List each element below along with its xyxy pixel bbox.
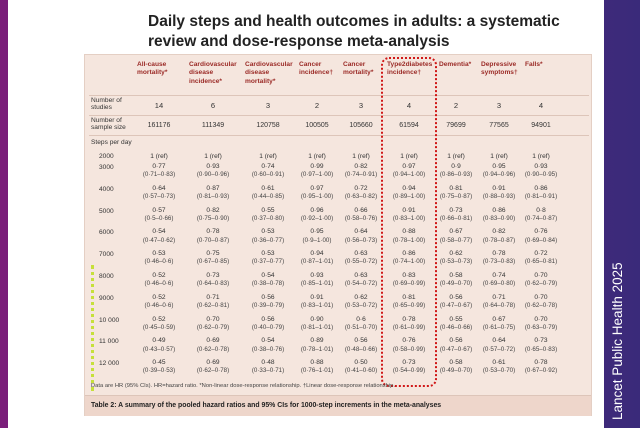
sample-value: 94901 bbox=[531, 122, 551, 129]
slide-canvas bbox=[8, 0, 604, 428]
hr-value: 0·97 bbox=[402, 163, 416, 170]
hr-value: 0·70 bbox=[534, 315, 548, 323]
ci-value: (0·90–0·96) bbox=[196, 171, 230, 179]
sample-value: 120758 bbox=[256, 122, 280, 129]
ci-value: (0·63–0·79) bbox=[524, 323, 558, 331]
ci-value: (0·37–0·77) bbox=[251, 258, 285, 266]
column-header: Falls* bbox=[525, 61, 543, 68]
ci-value: (0·97–1·00) bbox=[300, 171, 334, 179]
ci-value: (0·55–0·72) bbox=[344, 258, 378, 266]
studies-value: 2 bbox=[314, 101, 320, 110]
hr-value: 0·90 bbox=[310, 315, 324, 323]
studies-value: 4 bbox=[406, 101, 412, 110]
hr-value: 0·61 bbox=[492, 359, 506, 367]
hr-value: 0·70 bbox=[534, 293, 548, 301]
ci-value: (0·83–1·00) bbox=[392, 214, 426, 222]
hr-value: 0·74 bbox=[492, 272, 506, 279]
hr-value: 1 (ref) bbox=[352, 153, 370, 160]
hr-value: 0·76 bbox=[534, 228, 548, 236]
ci-value: (0·89–1·00) bbox=[392, 193, 426, 200]
column-header: Cancer mortality* bbox=[343, 61, 374, 77]
row-label: Number of sample size bbox=[91, 117, 126, 131]
hr-value: 0·53 bbox=[152, 250, 166, 258]
caption-bar bbox=[85, 395, 591, 416]
steps-label: 8000 bbox=[99, 273, 114, 280]
ci-value: (0·94–0·96) bbox=[482, 171, 516, 179]
ci-value: (0·36–0·77) bbox=[251, 236, 285, 244]
ci-value: (0·9–1·00) bbox=[302, 236, 332, 244]
hr-value: 0·63 bbox=[354, 272, 368, 279]
ci-value: (0·53–0·72) bbox=[344, 302, 378, 309]
hr-value: 0·86 bbox=[402, 250, 416, 258]
sample-value: 105660 bbox=[349, 122, 373, 129]
hr-value: 1 (ref) bbox=[490, 153, 508, 160]
hr-value: 0·62 bbox=[354, 293, 368, 301]
highlight-marker bbox=[91, 265, 95, 391]
ci-value: (0·83–1·01) bbox=[300, 302, 334, 309]
ci-value: (0·94–1·00) bbox=[392, 171, 426, 179]
hr-value: 0·94 bbox=[310, 250, 324, 258]
ci-value: (0·54–0·99) bbox=[392, 367, 426, 375]
hr-value: 0·96 bbox=[310, 206, 324, 214]
ci-value: (0·81–0·93) bbox=[196, 193, 230, 200]
hr-value: 0·8 bbox=[536, 206, 546, 214]
hr-value: 0·91 bbox=[310, 293, 324, 301]
hr-value: 1 (ref) bbox=[204, 153, 222, 160]
ci-value: (0·44–0·85) bbox=[251, 193, 285, 200]
results-table bbox=[84, 54, 592, 416]
hr-value: 0·57 bbox=[152, 206, 166, 214]
hr-value: 0·52 bbox=[152, 272, 166, 279]
hr-value: 0·61 bbox=[261, 184, 275, 192]
ci-value: (0·74–0·87) bbox=[524, 214, 558, 222]
ci-value: (0·38–0·76) bbox=[251, 345, 285, 353]
ci-value: (0·62–0·78) bbox=[196, 367, 230, 375]
hr-value: 0·86 bbox=[534, 184, 548, 192]
hr-value: 0·82 bbox=[354, 163, 368, 170]
hr-value: 0·78 bbox=[534, 359, 548, 367]
ci-value: (0·74–1·00) bbox=[392, 258, 426, 266]
ci-value: (0·66–0·81) bbox=[439, 214, 473, 222]
row-divider bbox=[89, 115, 589, 116]
studies-value: 3 bbox=[265, 101, 271, 110]
hr-value: 0·71 bbox=[492, 293, 506, 301]
ci-value: (0·86–0·93) bbox=[439, 171, 473, 179]
hr-value: 0·58 bbox=[449, 359, 463, 367]
ci-value: (0·64–0·78) bbox=[482, 302, 516, 309]
column-header: Type2diabetes incidence† bbox=[387, 61, 433, 77]
ci-value: (0·85–1·01) bbox=[300, 280, 334, 288]
ci-value: (0·73–0·83) bbox=[482, 258, 516, 266]
ci-value: (0·49–0·70) bbox=[439, 280, 473, 288]
studies-value: 6 bbox=[210, 101, 216, 110]
ci-value: (0·62–0·81) bbox=[196, 302, 230, 309]
ci-value: (0·33–0·71) bbox=[251, 367, 285, 375]
ci-value: (0·63–0·82) bbox=[344, 193, 378, 200]
hr-value: 0·99 bbox=[310, 163, 324, 170]
hr-value: 0·63 bbox=[354, 250, 368, 258]
hr-value: 0·81 bbox=[402, 293, 416, 301]
ci-value: (0·87–1·01) bbox=[300, 258, 334, 266]
hr-value: 0·72 bbox=[534, 250, 548, 258]
ci-value: (0·47–0·62) bbox=[142, 236, 176, 244]
hr-value: 0·62 bbox=[449, 250, 463, 258]
hr-value: 0·73 bbox=[206, 272, 220, 279]
hr-value: 0·53 bbox=[261, 250, 275, 258]
hr-value: 1 (ref) bbox=[259, 153, 277, 160]
steps-label: 11 000 bbox=[99, 338, 119, 346]
hr-value: 0·52 bbox=[152, 315, 166, 323]
hr-value: 0·88 bbox=[402, 228, 416, 236]
steps-label: 4000 bbox=[99, 185, 114, 193]
hr-value: 0·75 bbox=[206, 250, 220, 258]
ci-value: (0·81–1·01) bbox=[300, 323, 334, 331]
hr-value: 0·55 bbox=[261, 206, 275, 214]
ci-value: (0·62–0·79) bbox=[196, 323, 230, 331]
hr-value: 1 (ref) bbox=[400, 153, 418, 160]
hr-value: 0·93 bbox=[534, 163, 548, 170]
hr-value: 0·82 bbox=[206, 206, 220, 214]
ci-value: (0·57–0·73) bbox=[142, 193, 176, 200]
row-label: Number of studies bbox=[91, 97, 122, 111]
hr-value: 0·86 bbox=[492, 206, 506, 214]
column-header: Depressive symptoms† bbox=[481, 61, 518, 77]
ci-value: (0·65–0·83) bbox=[524, 345, 558, 353]
hr-value: 0·82 bbox=[492, 228, 506, 236]
sample-value: 61594 bbox=[399, 122, 419, 129]
ci-value: (0·75–0·90) bbox=[196, 214, 230, 222]
ci-value: (0·60–0·91) bbox=[251, 171, 285, 179]
ci-value: (0·67–0·92) bbox=[524, 367, 558, 375]
ci-value: (0·78–0·87) bbox=[482, 236, 516, 244]
hr-value: 0·89 bbox=[310, 337, 324, 345]
steps-label: 12 000 bbox=[99, 360, 120, 368]
hr-value: 0·69 bbox=[206, 359, 220, 367]
ci-value: (0·74–0·91) bbox=[344, 171, 378, 179]
row-divider bbox=[89, 135, 589, 136]
hr-value: 0·64 bbox=[152, 184, 166, 192]
hr-value: 0·93 bbox=[206, 163, 220, 170]
hr-value: 0·78 bbox=[492, 250, 506, 258]
steps-label: 5000 bbox=[99, 207, 114, 215]
ci-value: (0·65–0·81) bbox=[524, 258, 558, 266]
ci-value: (0·45–0·59) bbox=[142, 323, 176, 331]
steps-label: 6000 bbox=[99, 229, 114, 237]
hr-value: 0·78 bbox=[402, 315, 416, 323]
steps-label: 9000 bbox=[99, 294, 114, 302]
hr-value: 0·93 bbox=[310, 272, 324, 279]
hr-value: 0·70 bbox=[206, 315, 220, 323]
studies-value: 3 bbox=[358, 101, 364, 110]
hr-value: 0·70 bbox=[534, 272, 548, 279]
hr-value: 0·55 bbox=[449, 315, 463, 323]
hr-value: 0·56 bbox=[449, 337, 463, 345]
ci-value: (0·38–0·78) bbox=[251, 280, 285, 288]
ci-value: (0·95–1·00) bbox=[300, 193, 334, 200]
hr-value: 0·56 bbox=[261, 315, 275, 323]
ci-value: (0·43–0·57) bbox=[142, 345, 176, 353]
ci-value: (0·39–0·79) bbox=[251, 302, 285, 309]
ci-value: (0·49–0·70) bbox=[439, 367, 473, 375]
hr-value: 0·52 bbox=[152, 293, 166, 301]
ci-value: (0·70–0·87) bbox=[196, 236, 230, 244]
hr-value: 1 (ref) bbox=[308, 153, 326, 160]
page-title: Daily steps and health outcomes in adults: a systematic review and dose-response meta-analysis bbox=[148, 13, 560, 50]
hr-value: 0·95 bbox=[310, 228, 324, 236]
hr-value: 1 (ref) bbox=[150, 153, 168, 160]
ci-value: (0·69–0·99) bbox=[392, 280, 426, 288]
hr-value: 0·78 bbox=[206, 228, 220, 236]
hr-value: 0·64 bbox=[492, 337, 506, 345]
ci-value: (0·62–0·78) bbox=[524, 302, 558, 309]
hr-value: 0·64 bbox=[354, 228, 368, 236]
hr-value: 0·9 bbox=[451, 163, 461, 170]
column-header: Cardiovascular disease incidence* bbox=[189, 61, 237, 85]
ci-value: (0·39–0·53) bbox=[142, 367, 176, 375]
ci-value: (0·46–0·6) bbox=[144, 280, 174, 288]
column-header: All-cause mortality* bbox=[137, 61, 168, 77]
ci-value: (0·92–1·00) bbox=[300, 214, 334, 222]
hr-value: 0·94 bbox=[402, 184, 416, 192]
ci-value: (0·40–0·79) bbox=[251, 323, 285, 331]
ci-value: (0·67–0·85) bbox=[196, 258, 230, 266]
ci-value: (0·46–0·66) bbox=[439, 323, 473, 331]
hr-value: 1 (ref) bbox=[532, 153, 550, 160]
hr-value: 0·91 bbox=[402, 206, 416, 214]
ci-value: (0·62–0·78) bbox=[196, 345, 230, 353]
row-divider bbox=[89, 95, 589, 96]
hr-value: 0·97 bbox=[310, 184, 324, 192]
ci-value: (0·47–0·67) bbox=[439, 345, 473, 353]
hr-value: 0·91 bbox=[492, 184, 506, 192]
ci-value: (0·75–0·87) bbox=[439, 193, 473, 200]
column-header: Cancer incidence† bbox=[299, 61, 334, 77]
column-header: Cardiovascular disease mortality* bbox=[245, 61, 293, 85]
ci-value: (0·58–0·77) bbox=[439, 236, 473, 244]
hr-value: 0·48 bbox=[261, 359, 275, 367]
hr-value: 0·69 bbox=[206, 337, 220, 345]
ci-value: (0·61–0·99) bbox=[392, 323, 426, 331]
hr-value: 0·54 bbox=[261, 272, 275, 279]
ci-value: (0·65–0·99) bbox=[392, 302, 426, 309]
steps-label: 2000 bbox=[99, 153, 114, 160]
hr-value: 0·56 bbox=[354, 337, 368, 345]
studies-value: 3 bbox=[496, 101, 502, 110]
hr-value: 0·54 bbox=[261, 337, 275, 345]
ci-value: (0·41–0·60) bbox=[344, 367, 378, 375]
hr-value: 0·87 bbox=[206, 184, 220, 192]
hr-value: 0·72 bbox=[354, 184, 368, 192]
ci-value: (0·88–0·93) bbox=[482, 193, 516, 200]
hr-value: 0·67 bbox=[449, 228, 463, 236]
ci-value: (0·71–0·83) bbox=[142, 171, 176, 179]
ci-value: (0·90–0·95) bbox=[524, 171, 558, 179]
ci-value: (0·83–0·90) bbox=[482, 214, 516, 222]
table-caption: Table 2: A summary of the pooled hazard ratios and 95% CIs for 1000-step increments in the meta-analyses bbox=[91, 402, 442, 409]
steps-label: 7000 bbox=[99, 251, 114, 259]
hr-value: 0·71 bbox=[206, 293, 220, 301]
hr-value: 0·88 bbox=[310, 359, 324, 367]
ci-value: (0·57–0·72) bbox=[482, 345, 516, 353]
ci-value: (0·69–0·84) bbox=[524, 236, 558, 244]
ci-value: (0·64–0·83) bbox=[196, 280, 230, 288]
hr-value: 0·73 bbox=[402, 359, 416, 367]
ci-value: (0·5–0·66) bbox=[144, 214, 174, 222]
ci-value: (0·58–0·99) bbox=[392, 345, 426, 353]
ci-value: (0·56–0·73) bbox=[344, 236, 378, 244]
type2-diabetes-highlight bbox=[381, 57, 437, 387]
hr-value: 0·53 bbox=[261, 228, 275, 236]
hr-value: 0·58 bbox=[449, 272, 463, 279]
ci-value: (0·53–0·73) bbox=[439, 258, 473, 266]
sample-value: 77565 bbox=[489, 122, 509, 129]
ci-value: (0·51–0·70) bbox=[344, 323, 378, 331]
hr-value: 0·45 bbox=[152, 359, 166, 367]
hr-value: 1 (ref) bbox=[447, 153, 465, 160]
hr-value: 0·66 bbox=[354, 206, 368, 214]
ci-value: (0·78–1·01) bbox=[300, 345, 334, 353]
ci-value: (0·69–0·80) bbox=[482, 280, 516, 288]
table-footnote: Data are HR (95% CIs). HR=hazard ratio. *Non-linear dose-response relationship. †Linear dose-response relationship. bbox=[91, 383, 396, 389]
hr-value: 0·50 bbox=[354, 359, 368, 367]
sample-value: 79699 bbox=[446, 122, 466, 129]
steps-label: 10 000 bbox=[99, 316, 120, 324]
hr-value: 0·77 bbox=[152, 163, 166, 170]
hr-value: 0·73 bbox=[449, 206, 463, 214]
hr-value: 0·83 bbox=[402, 272, 416, 279]
ci-value: (0·76–1·01) bbox=[300, 367, 334, 375]
ci-value: (0·46–0·6) bbox=[144, 302, 174, 309]
ci-value: (0·53–0·70) bbox=[482, 367, 516, 375]
steps-label: 3000 bbox=[99, 164, 114, 171]
ci-value: (0·81–0·91) bbox=[524, 193, 558, 200]
ci-value: (0·62–0·79) bbox=[524, 280, 558, 288]
studies-value: 14 bbox=[154, 101, 164, 110]
hr-value: 0·76 bbox=[402, 337, 416, 345]
studies-value: 2 bbox=[453, 101, 459, 110]
studies-value: 4 bbox=[538, 101, 544, 110]
row-label: Steps per day bbox=[91, 139, 132, 146]
ci-value: (0·58–0·76) bbox=[344, 214, 378, 222]
column-header: Dementia* bbox=[439, 61, 472, 68]
sample-value: 100505 bbox=[305, 122, 329, 129]
ci-value: (0·78–1·00) bbox=[392, 236, 426, 244]
ci-value: (0·37–0·80) bbox=[251, 214, 285, 222]
hr-value: 0·74 bbox=[261, 163, 275, 170]
hr-value: 0·6 bbox=[356, 315, 366, 323]
hr-value: 0·54 bbox=[152, 228, 166, 236]
sample-value: 161176 bbox=[147, 122, 171, 129]
sample-value: 111349 bbox=[201, 122, 225, 129]
hr-value: 0·95 bbox=[492, 163, 506, 170]
ci-value: (0·48–0·66) bbox=[344, 345, 378, 353]
hr-value: 0·49 bbox=[152, 337, 166, 345]
ci-value: (0·46–0·6) bbox=[144, 258, 174, 266]
ci-value: (0·47–0·67) bbox=[439, 302, 473, 309]
hr-value: 0·67 bbox=[492, 315, 506, 323]
ci-value: (0·54–0·72) bbox=[344, 280, 378, 288]
source-label: Lancet Public Health 2025 bbox=[610, 262, 625, 420]
hr-value: 0·81 bbox=[449, 184, 463, 192]
hr-value: 0·56 bbox=[261, 293, 275, 301]
hr-value: 0·56 bbox=[449, 293, 463, 301]
ci-value: (0·61–0·75) bbox=[482, 323, 516, 331]
hr-value: 0·73 bbox=[534, 337, 548, 345]
